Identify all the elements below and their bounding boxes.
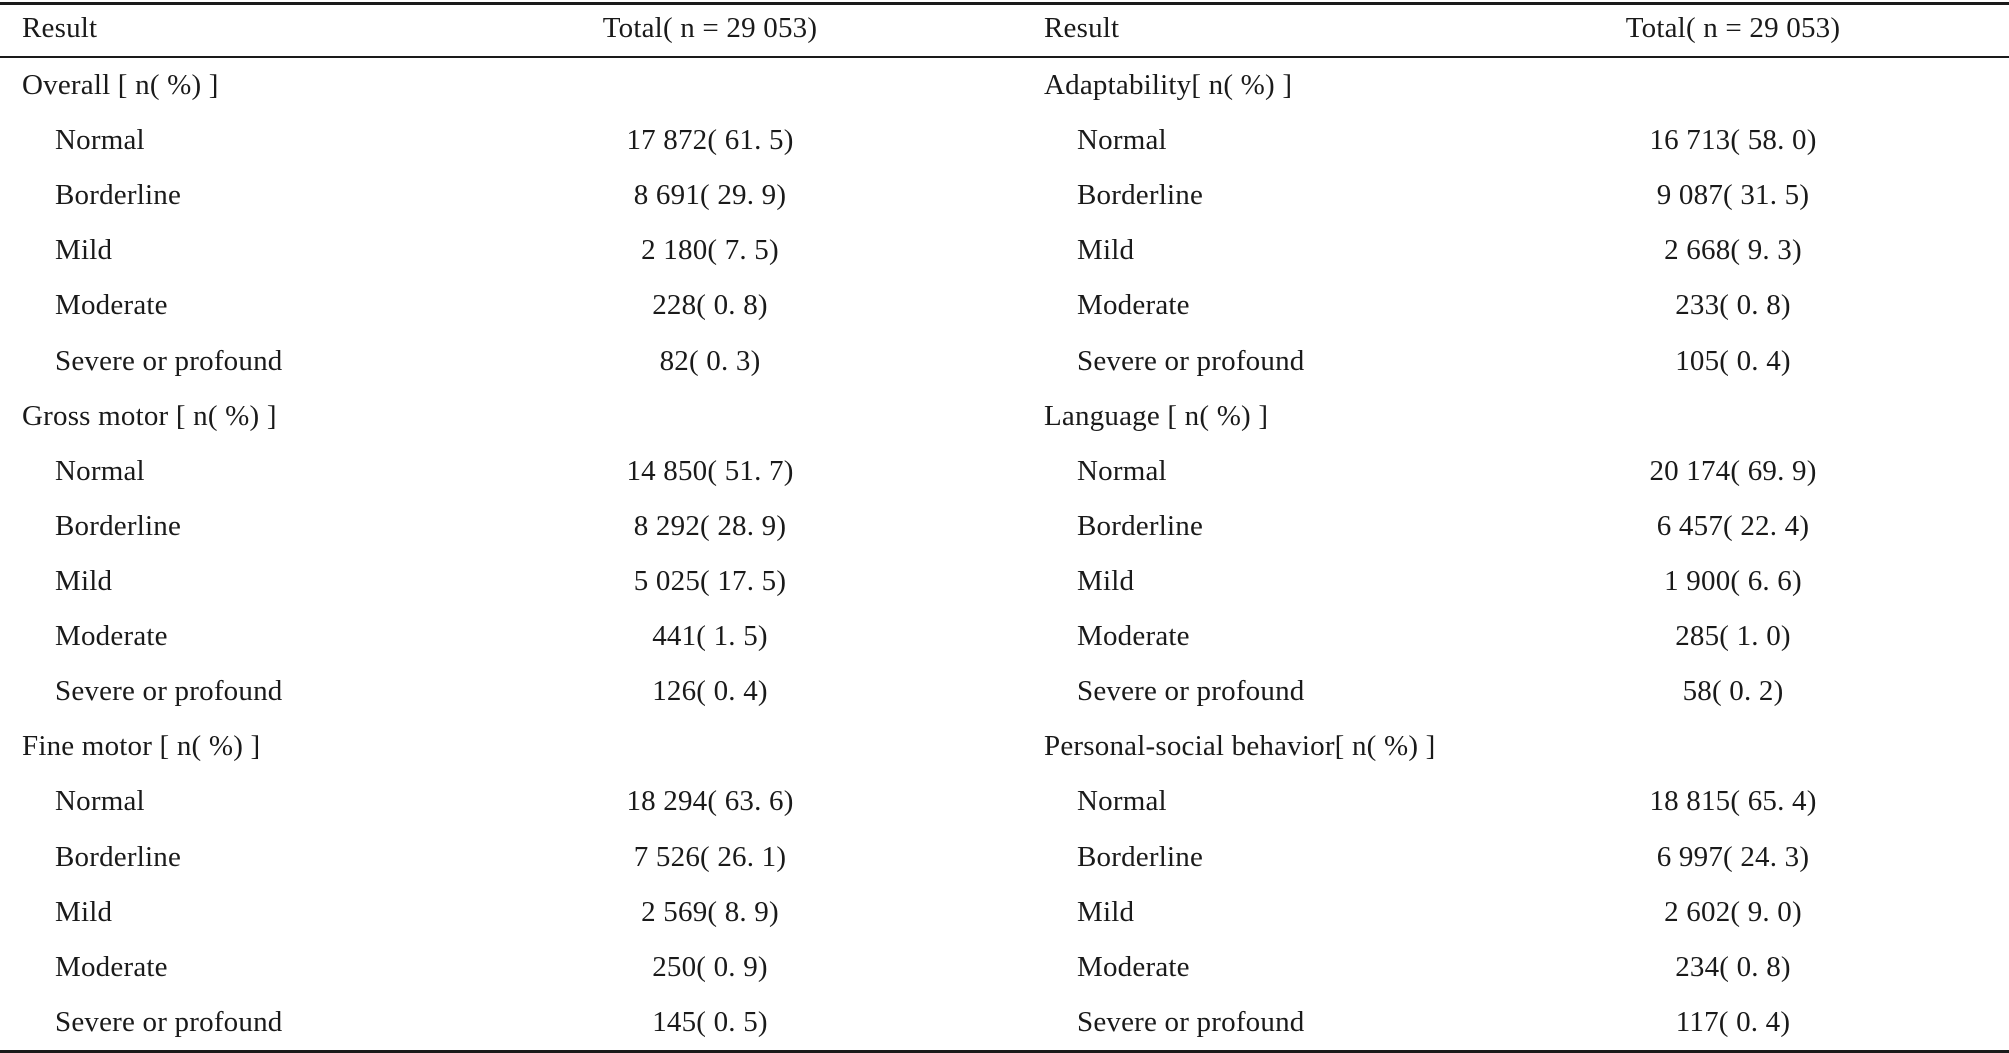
- header-total-right: Total( n = 29 053): [1625, 11, 1841, 44]
- category-label-right: Mild: [1077, 564, 1135, 597]
- category-label-right: Borderline: [1077, 509, 1204, 542]
- table-section-row: [0, 389, 2009, 444]
- value-right: 16 713( 58. 0): [1649, 124, 1817, 157]
- section-label-right: Language [ n( %) ]: [1044, 399, 1269, 432]
- category-label-right: Normal: [1077, 785, 1167, 818]
- value-right: 234( 0. 8): [1675, 950, 1791, 983]
- value-left: 14 850( 51. 7): [626, 454, 794, 487]
- value-left: 8 691( 29. 9): [633, 179, 787, 212]
- value-right: 2 602( 9. 0): [1664, 895, 1802, 928]
- value-left: 7 526( 26. 1): [633, 840, 787, 873]
- value-left: 2 180( 7. 5): [641, 234, 779, 267]
- category-label-left: Borderline: [55, 509, 182, 542]
- value-right: 233( 0. 8): [1675, 289, 1791, 322]
- table-row: [0, 885, 2009, 940]
- table-row: [0, 113, 2009, 168]
- value-right: 285( 1. 0): [1675, 620, 1791, 653]
- table-header-row: [0, 0, 2009, 56]
- category-label-left: Mild: [55, 564, 113, 597]
- value-right: [1583, 58, 1883, 113]
- value-right: 6 997( 24. 3): [1656, 840, 1810, 873]
- category-label-right: Borderline: [1077, 840, 1204, 873]
- category-label-left: Borderline: [55, 179, 182, 212]
- category-label-left: Severe or profound: [55, 344, 283, 377]
- value-left: 441( 1. 5): [652, 620, 768, 653]
- value-right: 1 900( 6. 6): [1664, 564, 1802, 597]
- category-label-left: Moderate: [55, 620, 168, 653]
- header-total-left: Total( n = 29 053): [602, 11, 818, 44]
- category-label-left: Normal: [55, 785, 145, 818]
- value-right: [1583, 389, 1883, 444]
- value-left: 82( 0. 3): [659, 344, 761, 377]
- value-left: 126( 0. 4): [652, 675, 768, 708]
- category-label-left: Mild: [55, 234, 113, 267]
- header-result-right: Result: [1044, 11, 1120, 44]
- table-section-row: [0, 58, 2009, 113]
- category-label-right: Normal: [1077, 454, 1167, 487]
- value-left: 145( 0. 5): [652, 1005, 768, 1038]
- value-right: 9 087( 31. 5): [1656, 179, 1810, 212]
- category-label-left: Normal: [55, 124, 145, 157]
- value-right: 20 174( 69. 9): [1649, 454, 1817, 487]
- table-row: [0, 499, 2009, 554]
- category-label-right: Mild: [1077, 895, 1135, 928]
- category-label-left: Mild: [55, 895, 113, 928]
- table-row: [0, 609, 2009, 664]
- table-row: [0, 223, 2009, 278]
- value-right: 58( 0. 2): [1682, 675, 1784, 708]
- category-label-right: Normal: [1077, 124, 1167, 157]
- value-left: 17 872( 61. 5): [626, 124, 794, 157]
- value-left: 2 569( 8. 9): [641, 895, 779, 928]
- value-right: 6 457( 22. 4): [1656, 509, 1810, 542]
- value-right: 105( 0. 4): [1675, 344, 1791, 377]
- value-right: 117( 0. 4): [1675, 1005, 1791, 1038]
- category-label-right: Moderate: [1077, 289, 1190, 322]
- table-section-row: [0, 719, 2009, 774]
- value-left: 8 292( 28. 9): [633, 509, 787, 542]
- section-label-left: Gross motor [ n( %) ]: [22, 399, 277, 432]
- table-row: [0, 774, 2009, 829]
- table-row: [0, 444, 2009, 499]
- value-right: 18 815( 65. 4): [1649, 785, 1817, 818]
- value-left: [560, 58, 860, 113]
- category-label-left: Borderline: [55, 840, 182, 873]
- category-label-right: Severe or profound: [1077, 344, 1305, 377]
- category-label-left: Moderate: [55, 950, 168, 983]
- value-left: [560, 389, 860, 444]
- value-left: 228( 0. 8): [652, 289, 768, 322]
- table-row: [0, 334, 2009, 389]
- value-right: 2 668( 9. 3): [1664, 234, 1802, 267]
- section-label-left: Overall [ n( %) ]: [22, 69, 219, 101]
- table-row: [0, 554, 2009, 609]
- category-label-left: Normal: [55, 454, 145, 487]
- category-label-right: Severe or profound: [1077, 1005, 1305, 1038]
- category-label-left: Severe or profound: [55, 1005, 283, 1038]
- category-label-right: Mild: [1077, 234, 1135, 267]
- category-label-right: Severe or profound: [1077, 675, 1305, 708]
- category-label-right: Moderate: [1077, 950, 1190, 983]
- value-left: [560, 719, 860, 774]
- section-label-right: Personal-social behavior[ n( %) ]: [1044, 730, 1436, 763]
- table-row: [0, 664, 2009, 719]
- value-left: 18 294( 63. 6): [626, 785, 794, 818]
- category-label-right: Borderline: [1077, 179, 1204, 212]
- category-label-right: Moderate: [1077, 620, 1190, 653]
- category-label-left: Moderate: [55, 289, 168, 322]
- section-label-right: Adaptability[ n( %) ]: [1044, 69, 1293, 101]
- value-left: 250( 0. 9): [652, 950, 768, 983]
- category-label-left: Severe or profound: [55, 675, 283, 708]
- table-row: [0, 995, 2009, 1050]
- table-row: [0, 940, 2009, 995]
- value-right: [1583, 719, 1883, 774]
- header-result-left: Result: [22, 11, 98, 44]
- table-row: [0, 278, 2009, 333]
- section-label-left: Fine motor [ n( %) ]: [22, 730, 261, 763]
- value-left: 5 025( 17. 5): [633, 564, 787, 597]
- table-row: [0, 168, 2009, 223]
- table-row: [0, 830, 2009, 885]
